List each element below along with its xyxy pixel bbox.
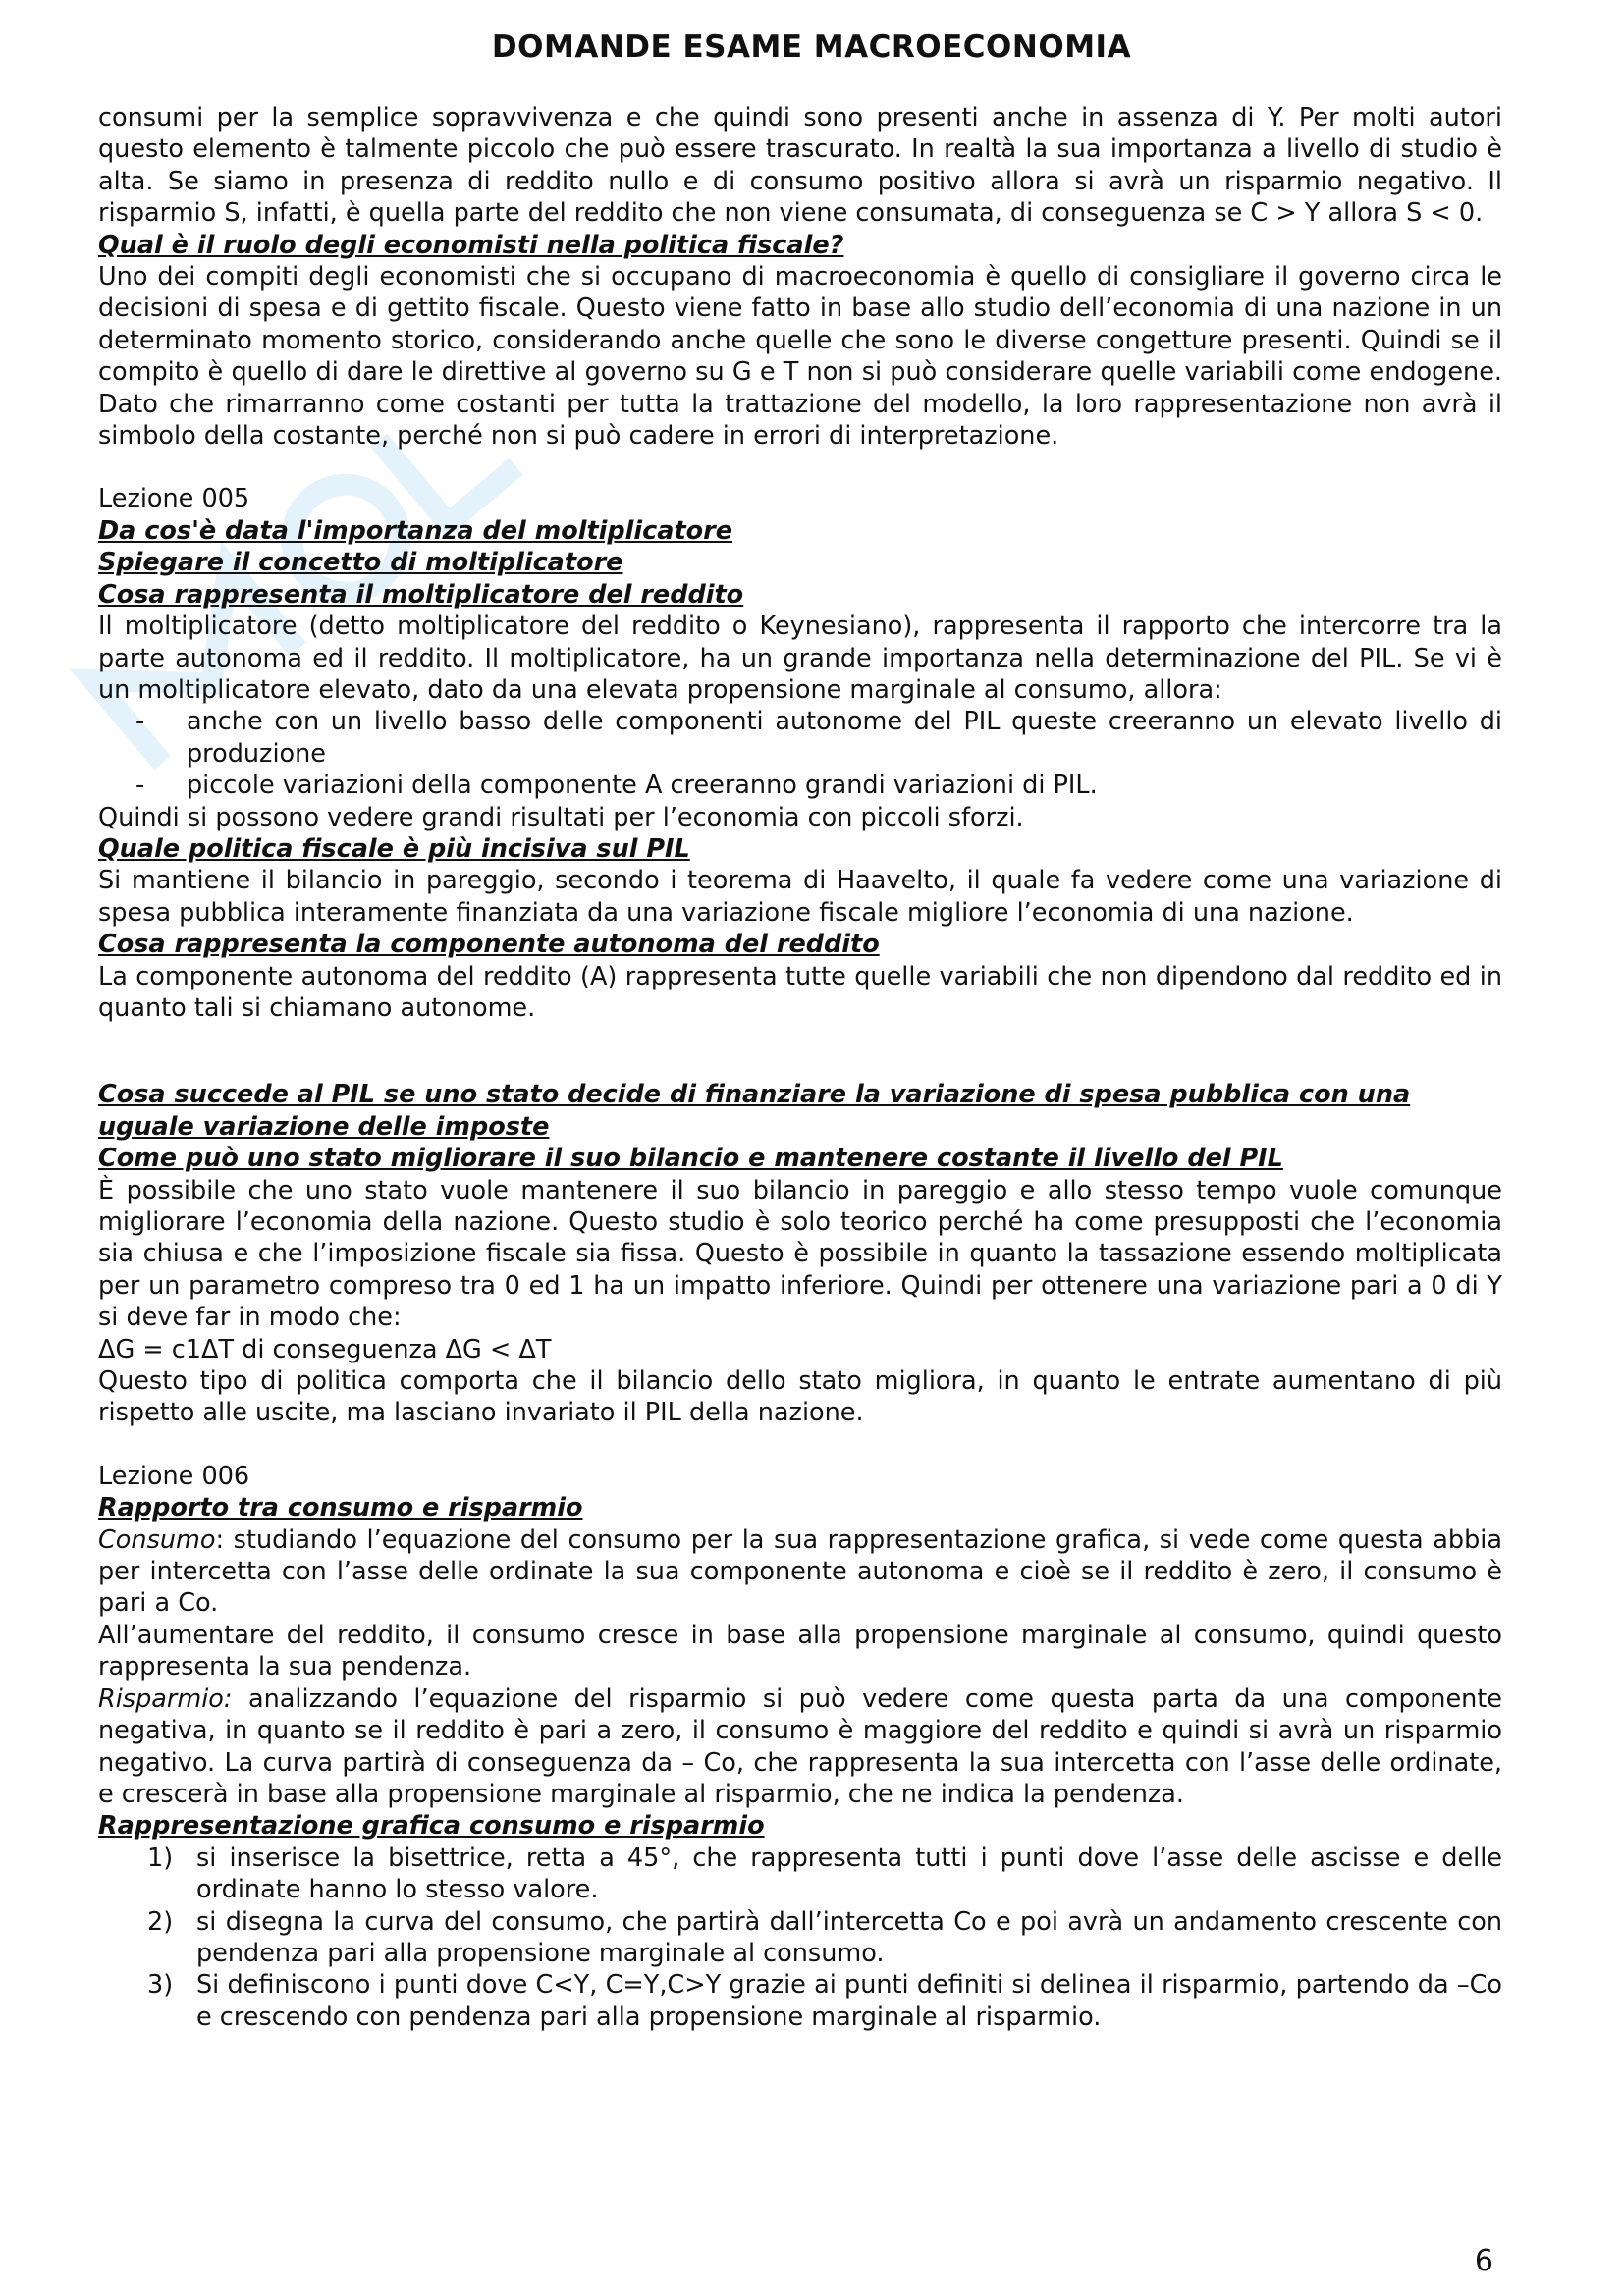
lesson-title: Lezione 006 <box>98 1461 250 1491</box>
answer-paragraph: Risparmio: analizzando l’equazione del risparmio si può vedere come questa parta da una componente negativa, in quanto se il reddito è pari a zero, il consumo è maggiore del reddito e quindi si avrà un risparmio negativo. La curva partirà di conseguenza da – Co, che rappresenta la sua intercetta con l’asse delle ordinate, e crescerà in base alla propensione marginale al risparmio, che ne indica la pendenza. <box>98 1683 1502 1809</box>
term-label: Consumo <box>98 1524 216 1555</box>
question-heading: Rappresentazione grafica consumo e risparmio <box>98 1811 765 1842</box>
numbered-list <box>98 1842 1502 2033</box>
answer-paragraph: Consumo: studiando l’equazione del consumo per la sua rappresentazione grafica, si vede come questa abbia per intercetta con l’asse delle ordinate la sua componente autonoma e cioè se il reddito è zero, il consumo è pari a Co. <box>98 1524 1502 1619</box>
lesson-title: Lezione 005 <box>98 484 250 514</box>
answer-paragraph: All’aumentare del reddito, il consumo cresce in base alla propensione marginale al consumo, quindi questo rappresenta la sua pendenza. <box>98 1620 1502 1682</box>
answer-paragraph: Si mantiene il bilancio in pareggio, secondo i teorema di Haavelto, il quale fa vedere come una variazione di spesa pubblica interamente finanziata da una variazione fiscale migliore l’economia di una nazione. <box>98 866 1502 928</box>
question-heading: Come può uno stato migliorare il suo bilancio e mantenere costante il livello del PIL <box>98 1144 1283 1174</box>
question-heading: Da cos'è data l'importanza del moltiplicatore <box>98 515 733 546</box>
list-item: - piccole variazioni della componente A creeranno grandi variazioni di PIL. <box>135 771 1098 801</box>
question-heading: Cosa rappresenta la componente autonoma del reddito <box>98 930 880 960</box>
question-heading: Qual è il ruolo degli economisti nella politica fiscale? <box>98 230 844 260</box>
list-item: 1) si inserisce la bisettrice, retta a 45°, che rappresenta tutti i punti dove l’asse delle ascisse e delle ordinate hanno lo stesso valore. <box>147 1842 1502 1905</box>
intro-paragraph: consumi per la semplice sopravvivenza e che quindi sono presenti anche in assenza di Y. Per molti autori questo elemento è talmente piccolo che può essere trascurato. In realtà la sua importanza a livello di studio è alta. Se siamo in presenza di reddito nullo e di consumo positivo allora si avrà un risparmio negativo. Il risparmio S, infatti, è quella parte del reddito che non viene consumata, di conseguenza se C > Y allora S < 0. <box>98 103 1502 229</box>
answer-paragraph: Uno dei compiti degli economisti che si occupano di macroeconomia è quello di consigliare il governo circa le decisioni di spesa e di gettito fiscale. Questo viene fatto in base allo studio dell’economia di una nazione in un determinato momento storico, considerando anche quelle che sono le diverse congetture presenti. Quindi se il compito è quello di dare le direttive al governo su G e T non si può considerare quelle variabili come endogene. Dato che rimarranno come costanti per tutta la trattazione del modello, la loro rappresentazione non avrà il simbolo della costante, perché non si può cadere in errori di interpretazione. <box>98 262 1502 452</box>
question-heading: Rapporto tra consumo e risparmio <box>98 1493 583 1523</box>
page-content <box>98 102 1502 2033</box>
list-item: 2) si disegna la curva del consumo, che partirà dall’intercetta Co e poi avrà un andamento crescente con pendenza pari alla propensione marginale al consumo. <box>147 1906 1502 1968</box>
answer-paragraph: Quindi si possono vedere grandi risultati per l’economia con piccoli sforzi. <box>98 802 1024 832</box>
question-heading: Cosa rappresenta il moltiplicatore del reddito <box>98 579 744 610</box>
question-heading: Quale politica fiscale è più incisiva sul PIL <box>98 833 690 864</box>
bullet-list <box>98 706 1502 801</box>
answer-paragraph: È possibile che uno stato vuole mantenere il suo bilancio in pareggio e allo stesso tempo vuole comunque migliorare l’economia della nazione. Questo studio è solo teorico perché ha come presupposti che l’economia sia chiusa e che l’imposizione fiscale sia fissa. Questo è possibile in quanto la tassazione essendo moltiplicata per un parametro compreso tra 0 ed 1 ha un impatto inferiore. Quindi per ottenere una variazione pari a 0 di Y si deve far in modo che: <box>98 1175 1502 1333</box>
page-header: DOMANDE ESAME MACROECONOMIA <box>491 29 1132 65</box>
answer-paragraph: Questo tipo di politica comporta che il bilancio dello stato migliora, in quanto le entrate aumentano di più rispetto alle uscite, ma lasciano invariato il PIL della nazione. <box>98 1366 1502 1428</box>
question-heading: Cosa succede al PIL se uno stato decide di finanziare la variazione di spesa pubblica con una uguale variazione delle imposte <box>98 1080 1411 1142</box>
answer-paragraph: Il moltiplicatore (detto moltiplicatore del reddito o Keynesiano), rappresenta il rapporto che intercorre tra la parte autonoma ed il reddito. Il moltiplicatore, ha un grande importanza nella determinazione del PIL. Se vi è un moltiplicatore elevato, dato da una elevata propensione marginale al consumo, allora: <box>98 612 1502 705</box>
term-label: Risparmio: <box>98 1683 233 1714</box>
question-heading: Spiegare il concetto di moltiplicatore <box>98 548 623 578</box>
page-number: 6 <box>1474 2244 1493 2278</box>
list-item: 3) Si definiscono i punti dove C<Y, C=Y,C>Y grazie ai punti definiti si delinea il risparmio, partendo da –Co e crescendo con pendenza pari alla propensione marginale al risparmio. <box>147 1970 1502 2032</box>
formula: ΔG = c1ΔT di conseguenza ΔG < ΔT <box>98 1334 552 1364</box>
answer-paragraph: La componente autonoma del reddito (A) rappresenta tutte quelle variabili che non dipendono dal reddito ed in quanto tali si chiamano autonome. <box>98 961 1502 1023</box>
list-item: - anche con un livello basso delle componenti autonome del PIL queste creeranno un elevato livello di produzione <box>135 707 1502 769</box>
